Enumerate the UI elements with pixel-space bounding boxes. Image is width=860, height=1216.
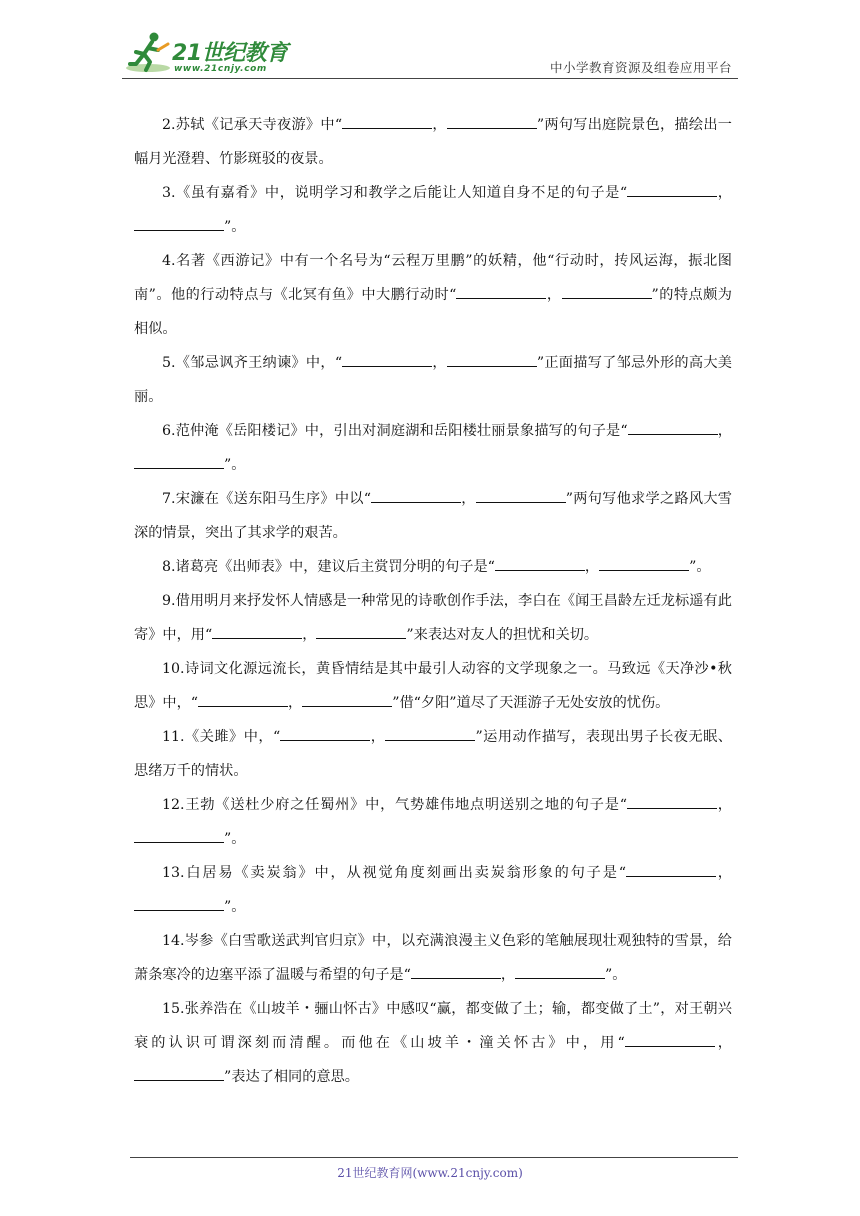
question-item xyxy=(134,108,732,176)
question-text: ， xyxy=(714,1035,732,1051)
question-text: ”。 xyxy=(689,559,711,575)
platform-name: 中小学教育资源及组卷应用平台 xyxy=(549,60,732,75)
site-logo[interactable] xyxy=(124,30,294,78)
answer-blank[interactable] xyxy=(626,862,716,877)
question-item xyxy=(134,788,732,856)
answer-blank[interactable] xyxy=(302,692,392,707)
answer-blank[interactable] xyxy=(495,556,585,571)
question-text: 8.诸葛亮《出师表》中，建议后主赏罚分明的句子是“ xyxy=(162,559,495,575)
question-text: ， xyxy=(500,967,516,983)
footer-text[interactable]: 21世纪教育网(www.21cnjy.com) xyxy=(337,1166,523,1180)
question-text: 12.王勃《送杜少府之任蜀州》中，气势雄伟地点明送别之地的句子是“ xyxy=(162,797,627,813)
question-text: ， xyxy=(717,185,732,201)
question-text: ”表达了相同的意思。 xyxy=(224,1069,359,1085)
logo-text: 21世纪教育 xyxy=(172,41,288,66)
answer-blank[interactable] xyxy=(371,488,461,503)
question-text: ， xyxy=(546,287,562,303)
question-text: ， xyxy=(460,491,476,507)
question-text: ， xyxy=(717,797,732,813)
question-item xyxy=(134,346,732,414)
answer-blank[interactable] xyxy=(342,114,432,129)
question-item xyxy=(134,856,732,924)
answer-blank[interactable] xyxy=(476,488,566,503)
question-text: ， xyxy=(584,559,600,575)
question-text: ”。 xyxy=(224,899,246,915)
question-item xyxy=(134,584,732,652)
question-text: ， xyxy=(288,695,303,711)
question-text: ”的特点颇为相似。 xyxy=(134,287,732,337)
answer-blank[interactable] xyxy=(280,726,370,741)
answer-blank[interactable] xyxy=(456,284,546,299)
question-text: ”来表达对友人的担忧和关切。 xyxy=(406,627,599,643)
answer-blank[interactable] xyxy=(134,216,224,231)
question-item xyxy=(134,720,732,788)
answer-blank[interactable] xyxy=(625,1032,715,1047)
header-divider xyxy=(122,78,738,79)
question-item xyxy=(134,924,732,992)
logo-url: www.21cnjy.com xyxy=(174,64,267,74)
answer-blank[interactable] xyxy=(411,964,501,979)
answer-blank[interactable] xyxy=(134,896,224,911)
question-text: 2.苏轼《记承天寺夜游》中“ xyxy=(162,117,343,133)
answer-blank[interactable] xyxy=(134,454,224,469)
footer-divider xyxy=(130,1157,738,1158)
answer-blank[interactable] xyxy=(212,624,302,639)
answer-blank[interactable] xyxy=(628,420,718,435)
runner-logo-icon xyxy=(124,30,174,74)
answer-blank[interactable] xyxy=(342,352,432,367)
question-text: ”。 xyxy=(224,457,246,473)
question-text: ”。 xyxy=(224,831,246,847)
question-text: 13.白居易《卖炭翁》中，从视觉角度刻画出卖炭翁形象的句子是“ xyxy=(162,865,626,881)
question-text: ， xyxy=(432,117,447,133)
answer-blank[interactable] xyxy=(134,828,224,843)
question-item xyxy=(134,482,732,550)
question-text: ， xyxy=(717,423,732,439)
question-item xyxy=(134,550,732,584)
question-text: 3.《虽有嘉肴》中，说明学习和教学之后能让人知道自身不足的句子是“ xyxy=(162,185,628,201)
question-item xyxy=(134,176,732,244)
answer-blank[interactable] xyxy=(198,692,288,707)
question-text: ”正面描写了邹忌外形的高大美丽。 xyxy=(134,355,732,405)
question-text: ”。 xyxy=(605,967,627,983)
question-text: ， xyxy=(370,729,386,745)
question-text: 7.宋濂在《送东阳马生序》中以“ xyxy=(162,491,371,507)
question-text: ”运用动作描写，表现出男子长夜无眠、思绪万千的情状。 xyxy=(134,729,732,779)
question-text: 14.岑参《白雪歌送武判官归京》中，以充满浪漫主义色彩的笔触展现壮观独特的雪景，给萧条寒冷的边塞平添了温暖与希望的句子是“ xyxy=(134,933,732,983)
question-text: 15.张养浩在《山坡羊・骊山怀古》中感叹“赢，都变做了土；输，都变做了土”，对王朝兴衰的认识可谓深刻而清醒。而他在《山坡羊・潼关怀古》中，用“ xyxy=(134,1001,732,1051)
answer-blank[interactable] xyxy=(627,182,717,197)
question-text: 6.范仲淹《岳阳楼记》中，引出对洞庭湖和岳阳楼壮丽景象描写的句子是“ xyxy=(162,423,628,439)
question-list xyxy=(134,108,732,1094)
question-text: 9.借用明月来抒发怀人情感是一种常见的诗歌创作手法，李白在《闻王昌龄左迁龙标遥有此寄》中，用“ xyxy=(134,593,732,643)
answer-blank[interactable] xyxy=(599,556,689,571)
answer-blank[interactable] xyxy=(134,1066,224,1081)
question-text: ， xyxy=(432,355,447,371)
answer-blank[interactable] xyxy=(447,114,537,129)
question-text: ”借“夕阳”道尽了天涯游子无处安放的忧伤。 xyxy=(392,695,670,711)
question-text: 10.诗词文化源远流长，黄昏情结是其中最引人动容的文学现象之一。马致远《天净沙•秋思》中，“ xyxy=(134,661,732,711)
question-text: 5.《邹忌讽齐王纳谏》中，“ xyxy=(162,355,343,371)
answer-blank[interactable] xyxy=(447,352,537,367)
answer-blank[interactable] xyxy=(627,794,717,809)
question-text: 11.《关雎》中，“ xyxy=(162,729,281,745)
question-item xyxy=(134,244,732,346)
question-item xyxy=(134,414,732,482)
question-text: ”两句写他求学之路风大雪深的情景，突出了其求学的艰苦。 xyxy=(134,491,732,541)
answer-blank[interactable] xyxy=(562,284,652,299)
question-text: ， xyxy=(302,627,317,643)
answer-blank[interactable] xyxy=(316,624,406,639)
question-text: 4.名著《西游记》中有一个名号为“云程万里鹏”的妖精，他“行动时，抟风运海，振北图南”。他的行动特点与《北冥有鱼》中大鹏行动时“ xyxy=(134,253,732,303)
question-item xyxy=(134,992,732,1094)
answer-blank[interactable] xyxy=(515,964,605,979)
question-text: ， xyxy=(715,865,732,881)
question-text: ”两句写出庭院景色，描绘出一幅月光澄碧、竹影斑驳的夜景。 xyxy=(134,117,732,167)
answer-blank[interactable] xyxy=(385,726,475,741)
page-header xyxy=(0,0,860,80)
question-text: ”。 xyxy=(224,219,246,235)
question-item xyxy=(134,652,732,720)
